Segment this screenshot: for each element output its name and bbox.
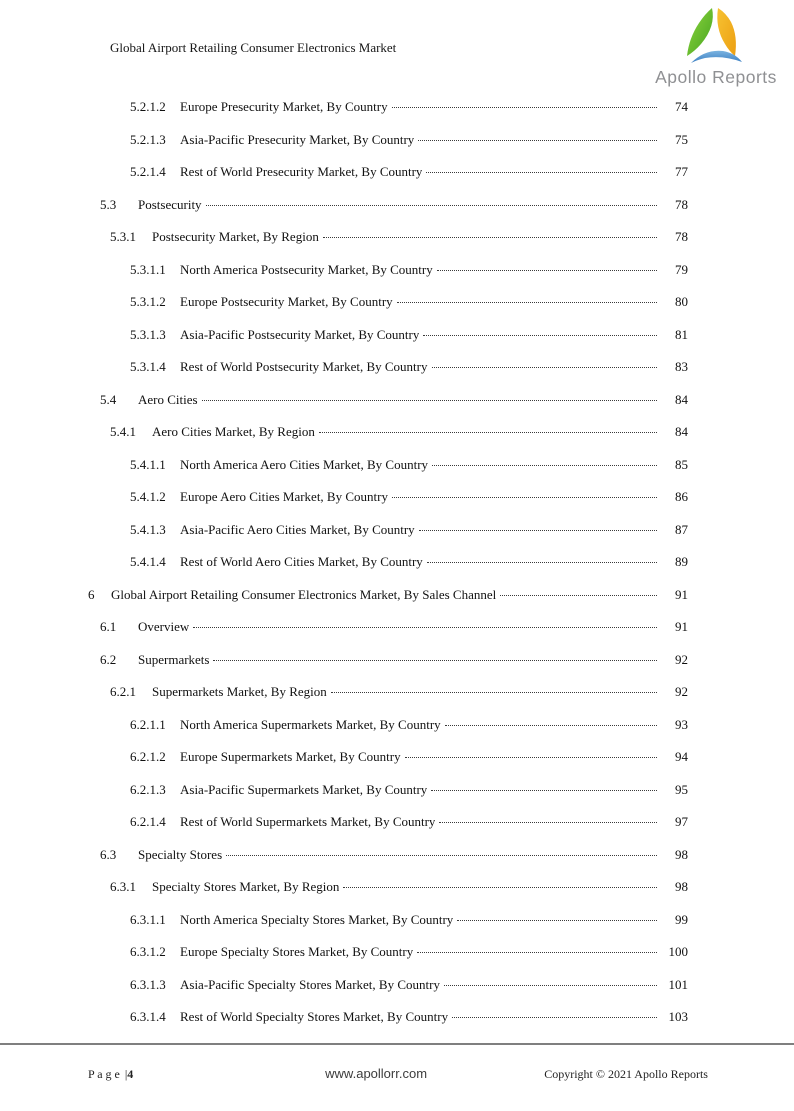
toc-entry-title: Rest of World Aero Cities Market, By Country xyxy=(180,554,423,569)
toc-entry[interactable] xyxy=(88,944,688,977)
toc-entry[interactable] xyxy=(88,424,688,457)
toc-leader-dots xyxy=(437,270,657,271)
toc-entry-number: 6.3.1.1 xyxy=(130,911,166,927)
toc-entry-number: 6.2.1.4 xyxy=(130,814,166,829)
footer-website-link[interactable]: www.apollorr.com xyxy=(325,1066,428,1081)
toc-entry-title: Postsecurity xyxy=(138,196,202,212)
toc-entry[interactable] xyxy=(88,327,688,360)
toc-entry-page: 74 xyxy=(675,99,688,114)
toc-entry[interactable] xyxy=(88,912,688,945)
toc-entry-title: Overview xyxy=(138,619,190,634)
toc-entry[interactable] xyxy=(88,814,688,847)
toc-entry[interactable] xyxy=(88,554,688,587)
toc-leader-dots xyxy=(426,172,657,173)
toc-entry-number: 5.2.1.2 xyxy=(130,99,166,114)
toc-entry-page: 98 xyxy=(675,846,688,862)
toc-entry-page: 91 xyxy=(675,586,688,602)
toc-entry-title: Europe Supermarkets Market, By Country xyxy=(180,749,401,764)
toc-leader-dots xyxy=(319,432,657,433)
toc-entry-number: 5.4.1.1 xyxy=(130,456,166,472)
toc-entry-page: 81 xyxy=(675,326,688,342)
toc-entry[interactable] xyxy=(88,717,688,750)
toc-entry-number: 5.3.1.1 xyxy=(130,261,166,277)
toc-leader-dots xyxy=(431,790,657,791)
toc-entry[interactable] xyxy=(88,132,688,165)
toc-leader-dots xyxy=(445,725,657,726)
toc-entry[interactable] xyxy=(88,684,688,717)
footer-page-label: P a g e xyxy=(88,1067,120,1081)
toc-entry-number: 5.3.1.2 xyxy=(130,294,166,309)
toc-leader-dots xyxy=(331,692,657,693)
toc-entry[interactable] xyxy=(88,977,688,1010)
toc-entry-page: 89 xyxy=(675,554,688,569)
toc-leader-dots xyxy=(193,627,657,628)
toc-entry-number: 5.4 xyxy=(100,391,117,407)
toc-entry[interactable] xyxy=(88,229,688,262)
toc-entry-number: 5.3.1.4 xyxy=(130,359,166,374)
toc-entry[interactable] xyxy=(88,587,688,620)
toc-entry-number: 6.2.1.3 xyxy=(130,781,166,797)
toc-entry-number: 6.3.1.4 xyxy=(130,1009,166,1024)
toc-leader-dots xyxy=(427,562,657,563)
toc-leader-dots xyxy=(206,205,657,206)
toc-entry-page: 101 xyxy=(668,976,688,992)
toc-leader-dots xyxy=(452,1017,657,1018)
toc-leader-dots xyxy=(417,952,657,953)
footer xyxy=(88,1066,708,1082)
toc-entry-page: 85 xyxy=(675,456,688,472)
toc-entry[interactable] xyxy=(88,392,688,425)
toc-entry-number: 5.4.1.2 xyxy=(130,489,166,504)
toc-entry-title: Rest of World Presecurity Market, By Country xyxy=(180,164,423,179)
footer-page-number xyxy=(88,1067,208,1082)
toc-leader-dots xyxy=(457,920,657,921)
toc-entry-page: 84 xyxy=(675,424,688,439)
toc-leader-dots xyxy=(423,335,657,336)
toc-entry-page: 80 xyxy=(675,294,688,309)
toc-entry-page: 103 xyxy=(668,1009,688,1024)
toc-entry[interactable] xyxy=(88,879,688,912)
toc-entry[interactable] xyxy=(88,489,688,522)
toc-entry-page: 99 xyxy=(675,911,688,927)
toc-entry-page: 75 xyxy=(675,131,688,147)
toc-entry-title: Rest of World Specialty Stores Market, By Country xyxy=(180,1009,449,1024)
toc-entry-title: Asia-Pacific Specialty Stores Market, By Country xyxy=(180,976,440,992)
toc-entry-page: 78 xyxy=(675,196,688,212)
toc-entry-number: 5.3 xyxy=(100,196,117,212)
toc-entry-title: Asia-Pacific Postsecurity Market, By Country xyxy=(180,326,420,342)
toc-leader-dots xyxy=(392,497,657,498)
toc-leader-dots xyxy=(444,985,657,986)
toc-entry-page: 95 xyxy=(675,781,688,797)
toc-entry-number: 6.2.1 xyxy=(110,684,136,699)
toc-entry-number: 6 xyxy=(88,586,95,602)
toc-entry-page: 87 xyxy=(675,521,688,537)
toc-entry-title: Specialty Stores Market, By Region xyxy=(152,879,340,894)
footer-page-separator: | xyxy=(124,1067,128,1081)
toc-entry-number: 6.3.1.2 xyxy=(130,944,166,959)
toc-entry-number: 6.2.1.2 xyxy=(130,749,166,764)
toc-entry[interactable] xyxy=(88,457,688,490)
toc-entry-title: Europe Specialty Stores Market, By Country xyxy=(180,944,414,959)
toc-entry-number: 5.3.1.3 xyxy=(130,326,166,342)
toc-entry-page: 77 xyxy=(675,164,688,179)
toc-entry-title: Asia-Pacific Supermarkets Market, By Country xyxy=(180,781,428,797)
toc-leader-dots xyxy=(226,855,657,856)
toc-leader-dots xyxy=(419,530,657,531)
toc-entry-page: 94 xyxy=(675,749,688,764)
toc-entry-title: Asia-Pacific Aero Cities Market, By Country xyxy=(180,521,415,537)
toc-entry-title: Specialty Stores xyxy=(138,846,223,862)
footer-divider xyxy=(0,1043,794,1045)
toc-leader-dots xyxy=(392,107,657,108)
toc-entry-number: 5.4.1 xyxy=(110,424,136,439)
footer-page-value: 4 xyxy=(127,1067,134,1081)
toc-entry-title: Europe Postsecurity Market, By Country xyxy=(180,294,393,309)
toc-entry-title: North America Aero Cities Market, By Country xyxy=(180,456,429,472)
toc-entry-title: North America Specialty Stores Market, By Country xyxy=(180,911,454,927)
toc-entry[interactable] xyxy=(88,749,688,782)
toc-entry-page: 100 xyxy=(668,944,688,959)
table-of-contents xyxy=(88,99,688,1042)
toc-entry-page: 86 xyxy=(675,489,688,504)
toc-entry-page: 78 xyxy=(675,229,688,244)
toc-entry-number: 6.1 xyxy=(100,619,117,634)
toc-entry-page: 83 xyxy=(675,359,688,374)
toc-leader-dots xyxy=(343,887,657,888)
toc-entry-number: 5.4.1.4 xyxy=(130,554,166,569)
toc-entry-title: Asia-Pacific Presecurity Market, By Country xyxy=(180,131,415,147)
toc-entry-page: 84 xyxy=(675,391,688,407)
toc-entry-page: 92 xyxy=(675,684,688,699)
apollo-reports-logo xyxy=(646,6,786,88)
toc-entry-title: Global Airport Retailing Consumer Electronics Market, By Sales Channel xyxy=(111,586,497,602)
toc-entry-number: 5.2.1.3 xyxy=(130,131,166,147)
toc-leader-dots xyxy=(405,757,657,758)
toc-entry[interactable] xyxy=(88,294,688,327)
toc-entry-number: 6.2.1.1 xyxy=(130,716,166,732)
toc-entry-page: 98 xyxy=(675,879,688,894)
toc-entry[interactable] xyxy=(88,782,688,815)
toc-entry[interactable] xyxy=(88,522,688,555)
toc-entry-number: 6.3.1 xyxy=(110,879,136,894)
toc-entry-page: 79 xyxy=(675,261,688,277)
toc-entry[interactable] xyxy=(88,1009,688,1042)
toc-entry-number: 5.3.1 xyxy=(110,229,136,244)
toc-entry-title: Supermarkets Market, By Region xyxy=(152,684,327,699)
toc-entry[interactable] xyxy=(88,164,688,197)
apollo-reports-logo-icon xyxy=(683,6,749,66)
toc-leader-dots xyxy=(439,822,657,823)
toc-entry-page: 92 xyxy=(675,651,688,667)
toc-leader-dots xyxy=(397,302,657,303)
toc-leader-dots xyxy=(213,660,657,661)
toc-entry-title: Supermarkets xyxy=(138,651,210,667)
toc-leader-dots xyxy=(432,367,657,368)
toc-entry-page: 91 xyxy=(675,619,688,634)
toc-entry-title: North America Supermarkets Market, By Country xyxy=(180,716,441,732)
toc-entry-title: Aero Cities xyxy=(138,391,198,407)
toc-entry[interactable] xyxy=(88,197,688,230)
document-header-title: Global Airport Retailing Consumer Electronics Market xyxy=(110,40,397,55)
toc-entry-page: 97 xyxy=(675,814,688,829)
toc-entry-title: Rest of World Supermarkets Market, By Country xyxy=(180,814,436,829)
toc-entry-number: 5.2.1.4 xyxy=(130,164,166,179)
apollo-reports-logo-text: Apollo Reports xyxy=(655,67,777,87)
toc-entry-number: 5.4.1.3 xyxy=(130,521,166,537)
toc-entry-title: Postsecurity Market, By Region xyxy=(152,229,319,244)
toc-entry[interactable] xyxy=(88,652,688,685)
footer-copyright: Copyright © 2021 Apollo Reports xyxy=(544,1067,708,1081)
toc-entry[interactable] xyxy=(88,619,688,652)
toc-leader-dots xyxy=(500,595,657,596)
toc-entry-number: 6.2 xyxy=(100,651,117,667)
toc-entry-title: Rest of World Postsecurity Market, By Country xyxy=(180,359,428,374)
toc-entry[interactable] xyxy=(88,262,688,295)
toc-leader-dots xyxy=(323,237,657,238)
toc-entry-title: Europe Presecurity Market, By Country xyxy=(180,99,388,114)
toc-entry-number: 6.3.1.3 xyxy=(130,976,166,992)
toc-leader-dots xyxy=(432,465,657,466)
toc-entry[interactable] xyxy=(88,99,688,132)
toc-entry-title: North America Postsecurity Market, By Country xyxy=(180,261,433,277)
toc-leader-dots xyxy=(418,140,657,141)
toc-entry[interactable] xyxy=(88,847,688,880)
toc-entry-page: 93 xyxy=(675,716,688,732)
toc-entry-title: Europe Aero Cities Market, By Country xyxy=(180,489,388,504)
toc-entry-title: Aero Cities Market, By Region xyxy=(152,424,315,439)
toc-leader-dots xyxy=(202,400,657,401)
toc-entry-number: 6.3 xyxy=(100,846,117,862)
toc-entry[interactable] xyxy=(88,359,688,392)
